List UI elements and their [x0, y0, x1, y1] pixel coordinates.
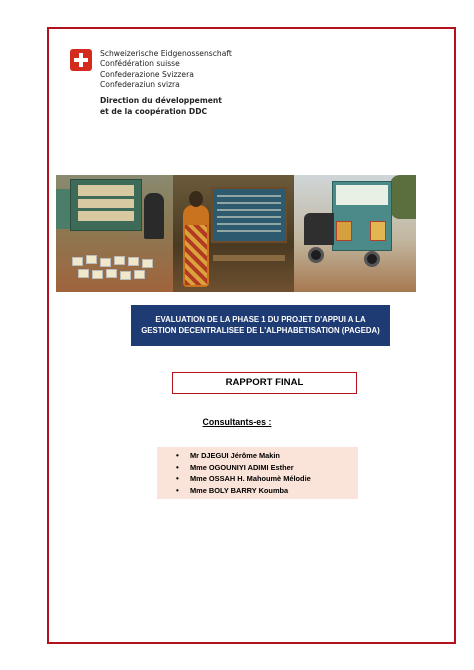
swiss-cross-icon: [70, 49, 92, 71]
photo-motorized-tricycle: [294, 175, 416, 292]
photo-strip: [56, 175, 416, 292]
agency-name: [100, 96, 300, 117]
confederation-name-rm: Confederaziun svizra: [100, 79, 180, 89]
consultants-list: [157, 450, 358, 496]
consultant-item: • Mme OGOUNIYI ADIMI Esther: [157, 462, 358, 474]
consultant-item: • Mme BOLY BARRY Koumba: [157, 485, 358, 497]
document-title: [131, 305, 390, 346]
consultants-box: [157, 447, 358, 499]
confederation-name-fr: Confédération suisse: [100, 59, 180, 69]
consultant-item: • Mr DJEGUI Jérôme Makin: [157, 450, 358, 462]
consultants-heading-text: Consultants-es :: [202, 417, 272, 427]
confederation-name-de: Schweizerische Eidgenossenschaft: [100, 49, 232, 58]
agency-line-1: Direction du développement: [100, 96, 222, 105]
consultants-heading: [0, 417, 474, 427]
agency-line-2: et de la coopération DDC: [100, 106, 208, 116]
consultant-item: • Mme OSSAH H. Mahoumè Mélodie: [157, 473, 358, 485]
photo-literacy-class-blackboard: [173, 175, 294, 292]
confederation-names: [100, 49, 300, 90]
confederation-name-it: Confederazione Svizzera: [100, 69, 194, 79]
report-type-label: RAPPORT FINAL: [172, 372, 357, 394]
title-line-2: GESTION DECENTRALISEE DE L'ALPHABETISATION (PAGEDA): [141, 326, 380, 335]
title-line-1: EVALUATION DE LA PHASE 1 DU PROJET D'APPUI A LA: [155, 315, 366, 324]
photo-mobile-library-van: [56, 175, 173, 292]
